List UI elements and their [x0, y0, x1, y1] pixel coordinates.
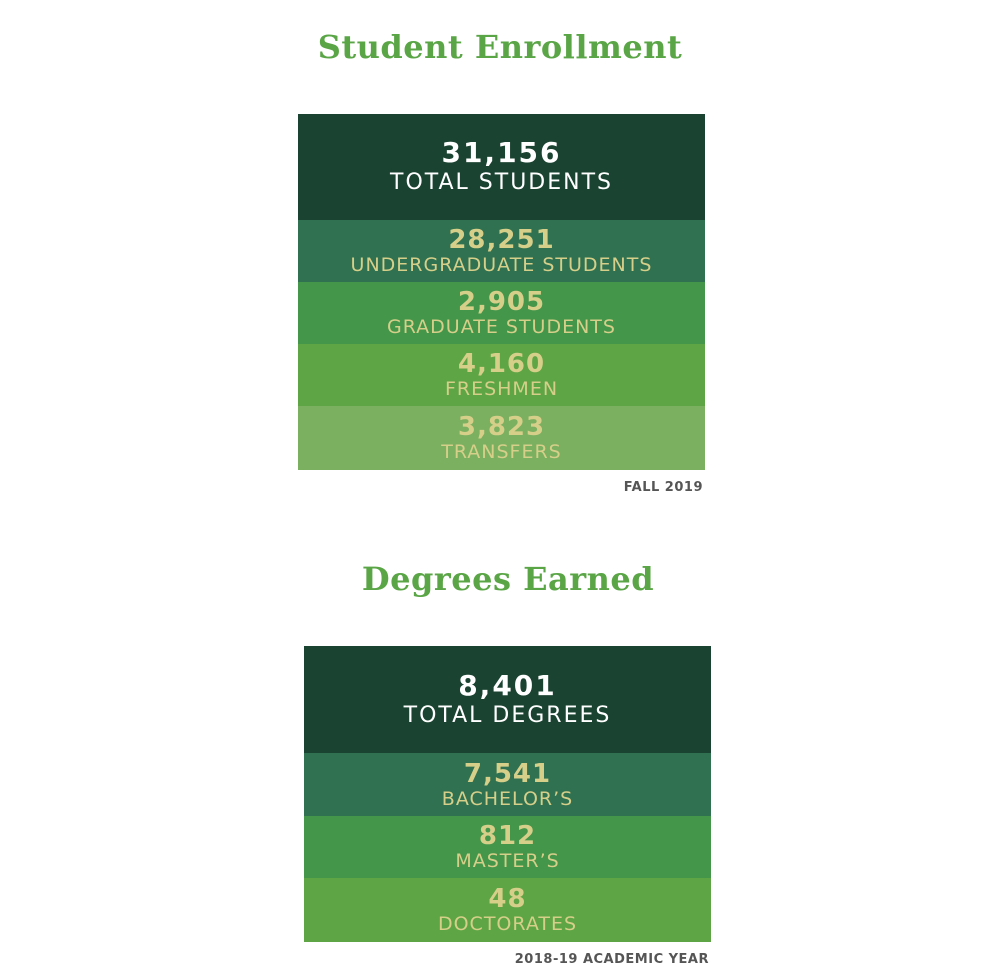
stat-freshmen: [298, 344, 705, 406]
stat-value: 8,401: [458, 668, 557, 702]
stat-label: MASTER’S: [455, 850, 560, 872]
stat-total-degrees: [304, 646, 711, 753]
stat-value: 28,251: [448, 225, 555, 255]
stat-undergraduate: [298, 220, 705, 282]
stat-doctorates: [304, 878, 711, 942]
stat-value: 4,160: [457, 349, 546, 379]
stat-value: 48: [488, 884, 527, 914]
stat-value: 7,541: [463, 758, 552, 789]
stat-value: 2,905: [457, 287, 546, 317]
stat-label: UNDERGRADUATE STUDENTS: [350, 254, 653, 276]
stat-graduate: [298, 282, 705, 344]
stat-masters: [304, 816, 711, 878]
stat-value: 31,156: [441, 136, 562, 169]
degrees-stats: [304, 646, 711, 942]
stat-label: TOTAL DEGREES: [403, 702, 612, 728]
degrees-title: Degrees Earned: [361, 560, 655, 598]
stat-transfers: [298, 406, 705, 470]
enrollment-title: Student Enrollment: [317, 28, 683, 66]
stat-label: BACHELOR’S: [441, 787, 574, 810]
stat-value: 3,823: [457, 412, 546, 442]
stat-label: FRESHMEN: [444, 378, 559, 400]
stat-value: 812: [478, 821, 537, 851]
stat-bachelors: [304, 753, 711, 816]
enrollment-caption: FALL 2019: [623, 480, 703, 495]
degrees-caption: 2018-19 ACADEMIC YEAR: [514, 952, 709, 967]
enrollment-stats: [298, 114, 705, 470]
stat-label: TOTAL STUDENTS: [390, 170, 613, 195]
stat-label: TRANSFERS: [441, 441, 562, 463]
stat-label: GRADUATE STUDENTS: [387, 316, 616, 338]
stat-label: DOCTORATES: [437, 913, 578, 935]
stat-total-students: [298, 114, 705, 220]
